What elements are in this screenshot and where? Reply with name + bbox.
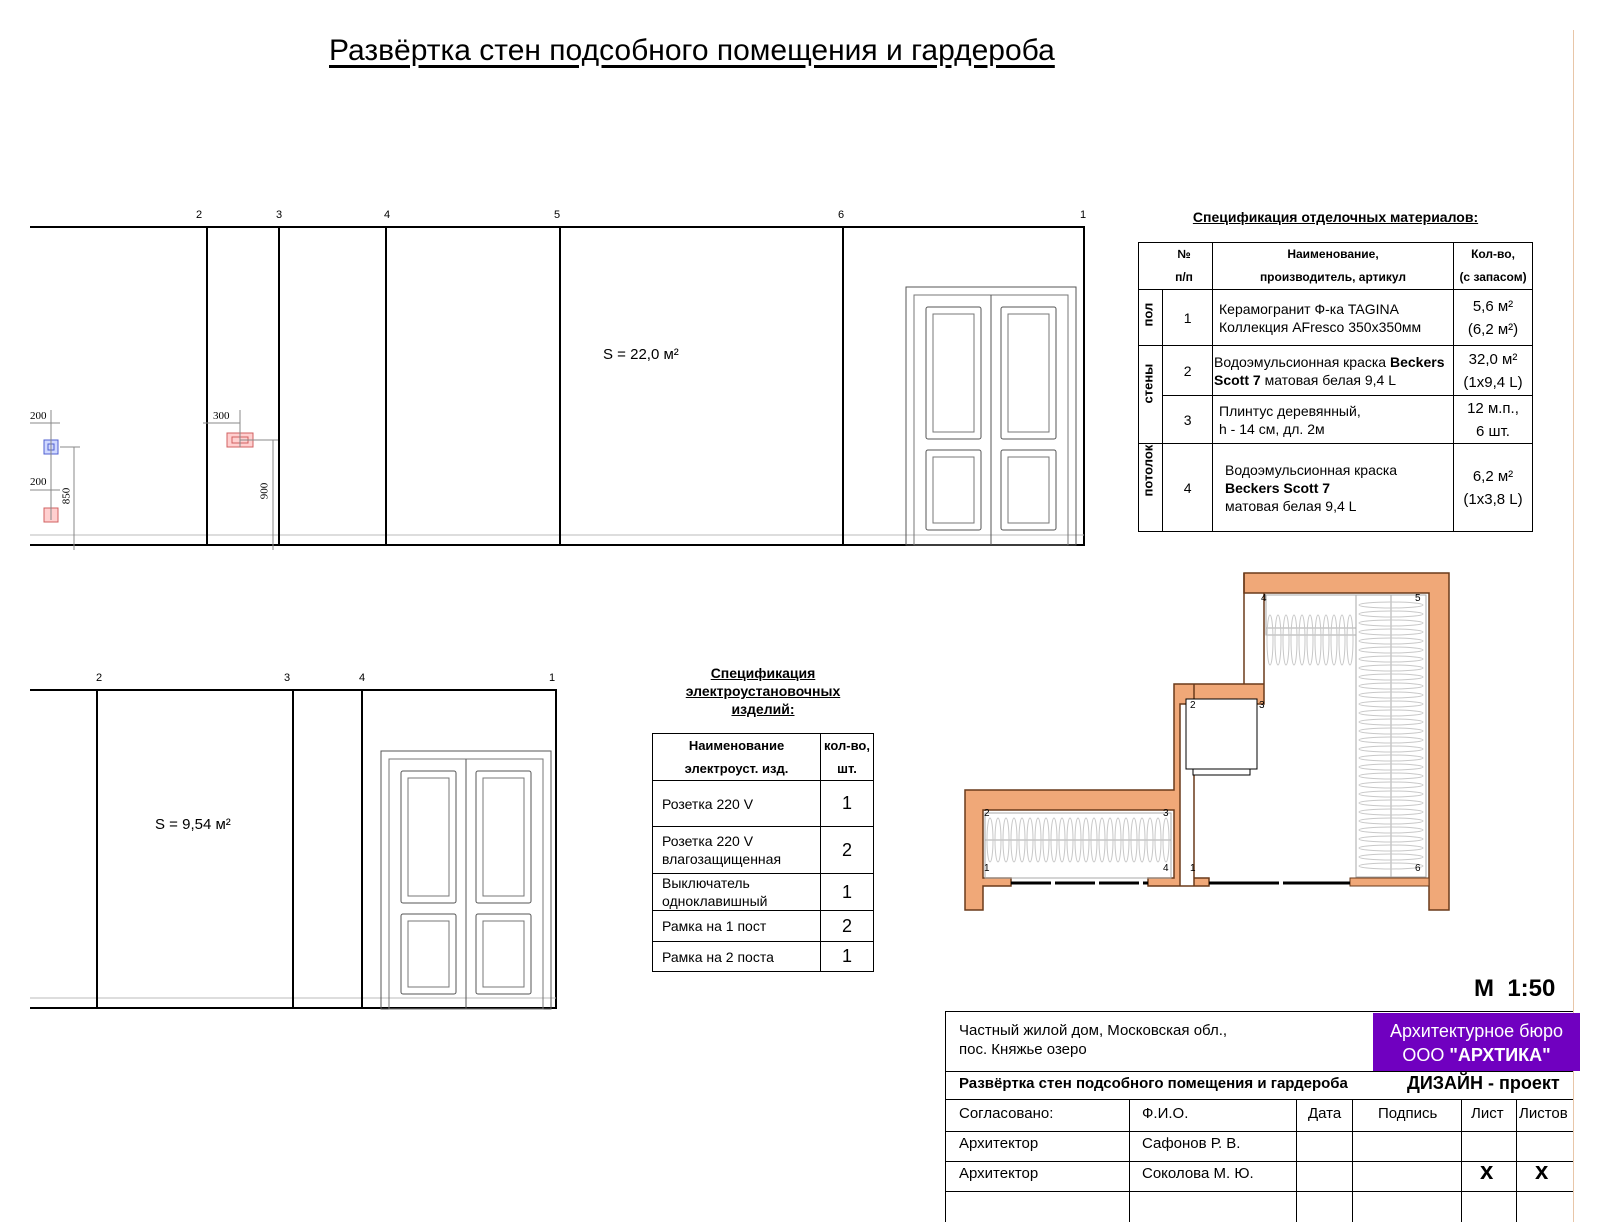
axis-label: 6 — [838, 209, 845, 221]
dim-label: 200 — [30, 476, 47, 488]
sheet-value: х — [1480, 1158, 1494, 1185]
col-agreed: Согласовано: — [959, 1105, 1054, 1122]
address: Частный жилой дом, Московская обл., пос. Княжье озеро — [959, 1022, 1228, 1058]
dim-label: 900 — [258, 482, 271, 500]
table-row: 3 Плинтус деревянный, h - 14 см, дл. 2м 12 м.п., 6 шт. — [1139, 396, 1533, 444]
group-walls: стены — [1139, 346, 1163, 444]
axis-label: 3 — [284, 672, 291, 684]
page-title: Развёртка стен подсобного помещения и гардероба — [329, 34, 1055, 67]
plan-number: 3 — [1163, 808, 1169, 819]
table-row: стены 2 Водоэмульсионная краска Beckers Scott 7 матовая белая 9,4 L 32,0 м² (1х9,4 L) — [1139, 346, 1533, 396]
group-ceiling: потолок — [1139, 444, 1163, 532]
table-row: Рамка на 2 поста 1 — [653, 942, 874, 972]
table-row: потолок 4 Водоэмульсионная краска Beckers Scott 7 матовая белая 9,4 L 6,2 м² (1х3,8 L) — [1139, 444, 1533, 532]
plan-number: 4 — [1261, 593, 1267, 604]
axis-label: 3 — [276, 209, 283, 221]
col-sheets: Листов — [1519, 1105, 1568, 1122]
role: Архитектор — [959, 1135, 1039, 1152]
materials-table — [1138, 242, 1533, 532]
table-row: Розетка 220 V 1 — [653, 781, 874, 827]
table-row: пол 1 Керамогранит Ф-ка TAGINA Коллекция AFresco 350х350мм 5,6 м² (6,2 м²) — [1139, 290, 1533, 346]
person-name: Соколова М. Ю. — [1142, 1165, 1254, 1182]
plan-number: 4 — [1163, 863, 1169, 874]
sheets-value: х — [1535, 1158, 1549, 1185]
table-row: Розетка 220 V влагозащищенная 2 — [653, 827, 874, 874]
axis-label: 4 — [384, 209, 391, 221]
materials-title: Спецификация отделочных материалов: — [1192, 209, 1479, 225]
col-sheet: Лист — [1471, 1105, 1504, 1122]
plan-number: 3 — [1259, 700, 1265, 711]
axis-label: 2 — [96, 672, 103, 684]
axis-label: 5 — [554, 209, 561, 221]
plan-number: 2 — [984, 808, 990, 819]
col-sign: Подпись — [1378, 1105, 1438, 1122]
plan-number: 6 — [1415, 863, 1421, 874]
plan-number: 1 — [1190, 863, 1196, 874]
axis-label: 2 — [196, 209, 203, 221]
header-name: Наименование, производитель, артикул — [1213, 243, 1454, 290]
area-label: S = 9,54 м² — [155, 816, 231, 833]
scale-label: М 1:50 — [1474, 975, 1556, 1002]
plan-number: 1 — [984, 863, 990, 874]
axis-label: 1 — [549, 672, 556, 684]
col-fio: Ф.И.О. — [1142, 1105, 1189, 1122]
bureau-logo: Архитектурное бюро ООО "АРХТИКА" — [1373, 1013, 1580, 1071]
axis-label: 1 — [1080, 209, 1087, 221]
header-qty: Кол-во, (с запасом) — [1454, 243, 1533, 290]
dim-label: 200 — [30, 410, 47, 422]
table-row: Выключатель одноклавишный 1 — [653, 874, 874, 911]
plan-number: 2 — [1190, 700, 1196, 711]
col-date: Дата — [1308, 1105, 1342, 1122]
area-label: S = 22,0 м² — [603, 346, 679, 363]
person-name: Сафонов Р. В. — [1142, 1135, 1241, 1152]
sheet-title: Развёртка стен подсобного помещения и гардероба — [959, 1075, 1348, 1092]
plan-number: 5 — [1415, 593, 1421, 604]
project-type: ДИЗАЙН - проект — [1407, 1073, 1560, 1093]
table-row: Рамка на 1 пост 2 — [653, 911, 874, 942]
dim-label: 850 — [60, 487, 73, 505]
group-floor: пол — [1139, 290, 1163, 346]
elevation-2 — [30, 690, 557, 1009]
electrical-table: Наименование электроуст. изд. кол-во, шт. Розетка 220 V 1 Розетка 220 V влагозащищенная 2 Выключатель одноклавишный 1 Рамка на 1 пост 2 Рамка на 2 поста 1 — [652, 733, 874, 972]
elevation-1 — [30, 227, 1085, 550]
role: Архитектор — [959, 1165, 1039, 1182]
axis-label: 4 — [359, 672, 366, 684]
header-num: № п/п — [1139, 243, 1213, 290]
floor-plan — [965, 573, 1449, 910]
dim-label: 300 — [213, 410, 230, 422]
electrical-title: Спецификация электроустановочных изделий: — [685, 665, 841, 717]
